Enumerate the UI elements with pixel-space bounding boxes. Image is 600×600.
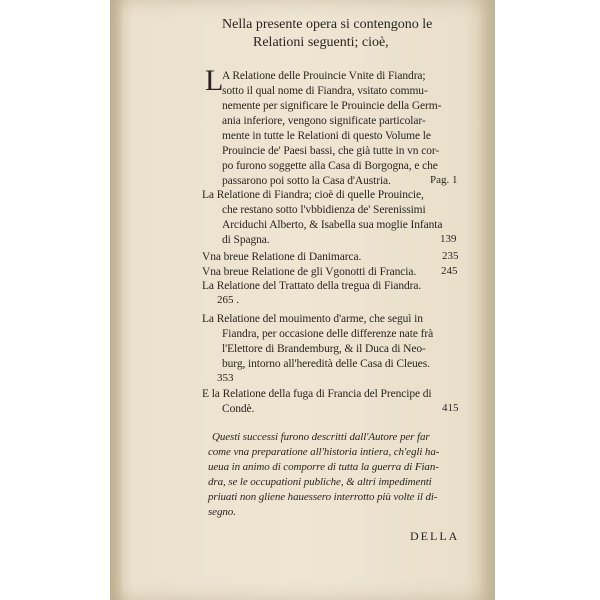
entry-6-line-3: l'Elettore di Brandemburg, & il Duca di Neo-	[222, 343, 426, 355]
title-line-1: Nella presente opera si contengono le	[222, 17, 433, 32]
entry-1-line-2: sotto il qual nome di Fiandra, vsitato commu-	[222, 85, 428, 97]
entry-6-page-number: 353	[217, 372, 234, 384]
entry-1-line-6: Prouincie de' Paesi bassi, che già tutte in vn cor-	[222, 145, 440, 157]
drop-cap-initial: L	[205, 64, 224, 97]
entry-1-line-3: nemente per significare le Prouincie della Germ-	[222, 100, 442, 112]
entry-2-line-2: che restano sotto l'vbbidienza de' Serenissimi	[222, 204, 426, 216]
entry-1-line-4: ania inferiore, vengono significate particolar-	[222, 115, 426, 127]
entry-6-line-1: La Relatione del mouimento d'arme, che seguì in	[202, 313, 423, 325]
title-line-2: Relationi seguenti; cioè,	[253, 35, 389, 50]
entry-7-line-1: E la Relatione della fuga di Francia del Prencipe di	[202, 388, 432, 400]
entry-4-page-number: 245	[441, 265, 458, 277]
note-line-6: segno.	[208, 506, 236, 518]
entry-6-line-2: Fiandra, per occasione delle differenze nate frà	[222, 328, 434, 340]
note-line-2: come vna preparatione all'historia intiera, ch'egli ha-	[208, 446, 440, 458]
entry-5-page-number: 265 .	[217, 294, 239, 306]
entry-2-line-4: di Spagna.	[222, 234, 270, 246]
entry-7-line-2: Condè.	[222, 403, 255, 415]
entry-4-line-1: Vna breue Relatione de gli Vgonotti di Francia.	[202, 266, 417, 278]
page-edge-shadow	[478, 0, 495, 600]
page-gutter-shadow	[110, 0, 124, 600]
entry-5-line-1: La Relatione del Trattato della tregua di Fiandra.	[202, 280, 422, 292]
entry-3-line-1: Vna breue Relatione di Danimarca.	[202, 251, 362, 263]
entry-6-line-4: burg, intorno all'heredità delle Casa di Cleues.	[222, 358, 430, 370]
note-line-3: ueua in animo di comporre di tutta la guerra di Fian-	[208, 461, 439, 473]
note-line-1: Questi successi furono descritti dall'Autore per far	[212, 431, 430, 443]
entry-3-page-number: 235	[442, 250, 459, 262]
catchword: DELLA	[410, 529, 460, 543]
entry-2-line-1: La Relatione di Fiandra; cioè di quelle Prouincie,	[202, 189, 424, 201]
entry-1-line-1: A Relatione delle Prouincie Vnite di Fiandra;	[222, 70, 426, 82]
note-line-5: priuati non gliene hauessero interrotto più volte il di-	[208, 491, 438, 503]
entry-1-line-8: passarono poi sotto la Casa d'Austria.	[222, 175, 391, 187]
entry-1-page-number: Pag. 1	[430, 174, 458, 186]
entry-7-page-number: 415	[442, 402, 459, 414]
entry-1-line-5: mente in tutte le Relationi di questo Volume le	[222, 130, 431, 142]
entry-1-line-7: po furono soggette alla Casa di Borgogna, e che	[222, 160, 438, 172]
entry-2-page-number: 139	[440, 233, 457, 245]
note-line-4: dra, se le occupationi publiche, & altri impedimenti	[208, 476, 432, 488]
entry-2-line-3: Arciduchi Alberto, & Isabella sua moglie Infanta	[222, 219, 443, 231]
